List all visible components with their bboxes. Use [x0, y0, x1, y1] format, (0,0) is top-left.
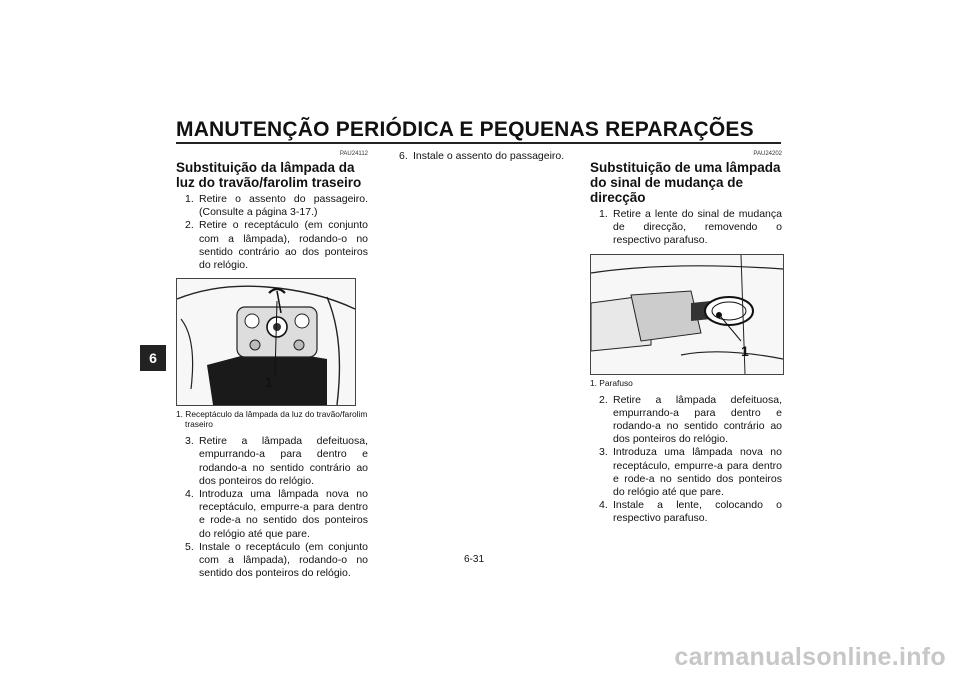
right-column	[590, 150, 782, 526]
left-column	[176, 150, 368, 580]
step-number: 6.	[399, 150, 408, 162]
step-number: 2.	[599, 393, 608, 406]
middle-column	[390, 150, 582, 163]
steps-list	[590, 208, 782, 248]
step-text: Retire o receptáculo (em conjunto com a lâmpada), rodando-o no sentido contrário ao dos ponteiros do relógio.	[199, 219, 368, 272]
step-text: Retire a lente do sinal de mudança de direcção, removendo o respectivo parafuso.	[613, 208, 782, 247]
step-text: Retire o assento do passageiro. (Consulte a página 3-17.)	[199, 193, 368, 219]
step-item	[590, 499, 782, 525]
step-item	[590, 394, 782, 447]
step-item	[176, 435, 368, 488]
step-item	[590, 446, 782, 499]
step-text: Instale a lente, colocando o respectivo parafuso.	[613, 499, 782, 525]
step-text: Introduza uma lâmpada nova no receptáculo, empurre-a para dentro e rode-a no sentido dos ponteiros do relógio até que pare.	[613, 446, 782, 499]
section-heading: Substituição de uma lâmpada do sinal de mudança de direcção	[590, 160, 781, 205]
step-item	[176, 219, 368, 272]
steps-list	[176, 435, 368, 580]
steps-list	[176, 193, 368, 272]
step-text: Introduza uma lâmpada nova no receptáculo, empurre-a para dentro e rode-a no sentido dos ponteiros do relógio até que pare.	[199, 488, 368, 540]
step-text: Instale o receptáculo (em conjunto com a lâmpada), rodando-o no sentido dos ponteiros do relógio.	[199, 540, 368, 580]
step-number: 3.	[185, 435, 194, 448]
page-title: MANUTENÇÃO PERIÓDICA E PEQUENAS REPARAÇÕES	[176, 118, 754, 141]
section-code: PAU24202	[753, 151, 782, 157]
figure-callout: 1	[741, 342, 749, 359]
header-rule	[176, 142, 781, 144]
step-number: 1.	[185, 193, 194, 205]
step-item	[176, 488, 368, 541]
step-number: 4.	[599, 499, 608, 512]
step-text: Instale o assento do passageiro.	[413, 150, 565, 162]
step-number: 3.	[599, 446, 608, 459]
steps-list	[390, 150, 582, 163]
turn-signal-illustration	[591, 255, 783, 374]
steps-list	[590, 394, 782, 526]
step-number: 2.	[185, 219, 194, 232]
site-watermark[interactable]: carmanualsonline.info	[674, 643, 946, 671]
step-item	[176, 541, 368, 581]
turn-signal-figure	[590, 254, 784, 375]
chapter-tab: 6	[140, 345, 166, 371]
step-item	[590, 208, 782, 248]
section-heading: Substituição da lâmpada da luz do travão/farolim traseiro	[176, 160, 362, 190]
step-item	[176, 193, 368, 219]
figure-caption: 1. Parafuso	[590, 377, 633, 388]
section-code: PAU24112	[339, 151, 368, 157]
step-number: 5.	[185, 540, 194, 553]
figure-caption: 1. Receptáculo da lâmpada da luz do travão/farolim traseiro	[176, 409, 368, 430]
step-text: Retire a lâmpada defeituosa, empurrando-a para dentro e rodando-a no sentido contrário ao dos ponteiros do relógio.	[613, 393, 782, 446]
step-number: 1.	[599, 208, 608, 220]
figure-callout: 1	[265, 374, 273, 391]
tail-light-figure	[176, 278, 356, 406]
step-number: 4.	[185, 488, 194, 501]
step-text: Retire a lâmpada defeituosa, empurrando-a para dentro e rodando-a no sentido contrário ao dos ponteiros do relógio.	[199, 435, 368, 487]
step-item	[390, 150, 582, 163]
tail-light-illustration	[177, 279, 355, 405]
page-number: 6-31	[464, 554, 485, 565]
